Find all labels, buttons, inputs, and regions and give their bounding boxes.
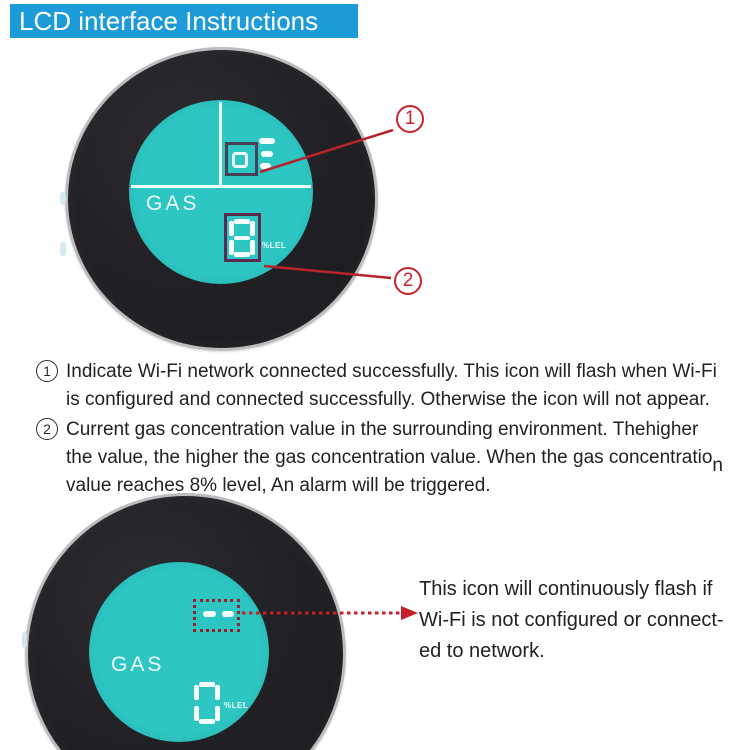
side-note-line-1: This icon will continuously flash if: [419, 578, 713, 600]
digit-segment: [194, 706, 199, 722]
callout-badge-2: 2: [394, 267, 422, 295]
callout-badge-1: 1: [396, 105, 424, 133]
wifi-flash-dash-icon: [222, 611, 234, 617]
note-2: [36, 416, 723, 500]
note-1-line-1: Indicate Wi-Fi network connected successfully. This icon will flash when Wi-Fi: [66, 361, 717, 382]
device-edge-highlight: [22, 632, 27, 648]
side-note: [419, 574, 724, 667]
lel-unit-label: %LEL: [224, 701, 249, 710]
digit-segment: [234, 252, 251, 257]
digit-segment: [250, 240, 255, 254]
note-1-badge: 1: [36, 360, 58, 382]
page-title: LCD interface Instructions: [19, 5, 319, 36]
note-2-line-2-text: the value, the higher the gas concentration value. When the gas concentratio: [66, 447, 713, 468]
digit-segment: [199, 682, 216, 687]
side-note-line-2: Wi-Fi is not configured or connect-: [419, 609, 724, 631]
lcd-divider-horizontal: [131, 185, 311, 188]
digit-segment: [234, 219, 251, 224]
gas-label: GAS: [111, 653, 165, 676]
side-note-line-3: ed to network.: [419, 640, 545, 662]
digit-segment: [234, 236, 251, 241]
digit-segment: [199, 719, 216, 724]
note-2-dropped-char: n: [712, 455, 723, 476]
note-1-line-2: is configured and connected successfully. Otherwise the icon will not appear.: [66, 389, 710, 410]
device-edge-highlight: [60, 192, 66, 205]
wifi-signal-bar-icon: [259, 138, 275, 144]
note-2-line-1: Current gas concentration value in the surrounding environment. Thehigher: [66, 419, 699, 440]
wifi-flash-dash-icon: [203, 611, 216, 617]
digit-segment: [229, 221, 234, 235]
gas-value-digit: [229, 219, 255, 257]
digit-segment: [229, 240, 234, 254]
gas-label: GAS: [146, 192, 200, 215]
lel-unit-label: %LEL: [262, 241, 287, 250]
digit-segment: [215, 706, 220, 722]
arrowhead-icon: [401, 606, 418, 620]
wifi-icon: [232, 152, 248, 168]
digit-segment: [194, 685, 199, 701]
device-edge-highlight: [60, 242, 66, 256]
note-2-badge: 2: [36, 418, 58, 440]
gas-value-digit: [194, 682, 220, 724]
wifi-signal-bar-icon: [260, 163, 271, 169]
digit-segment: [215, 685, 220, 701]
lcd-divider-vertical: [219, 102, 222, 187]
note-2-line-2: [66, 444, 723, 476]
lcd-screen-disconnected: [89, 562, 269, 742]
note-2-line-3: value reaches 8% level, An alarm will be triggered.: [66, 475, 491, 496]
header-banner: [10, 4, 358, 38]
note-1: [36, 358, 717, 414]
digit-segment: [250, 221, 255, 235]
wifi-signal-bar-icon: [261, 151, 273, 157]
